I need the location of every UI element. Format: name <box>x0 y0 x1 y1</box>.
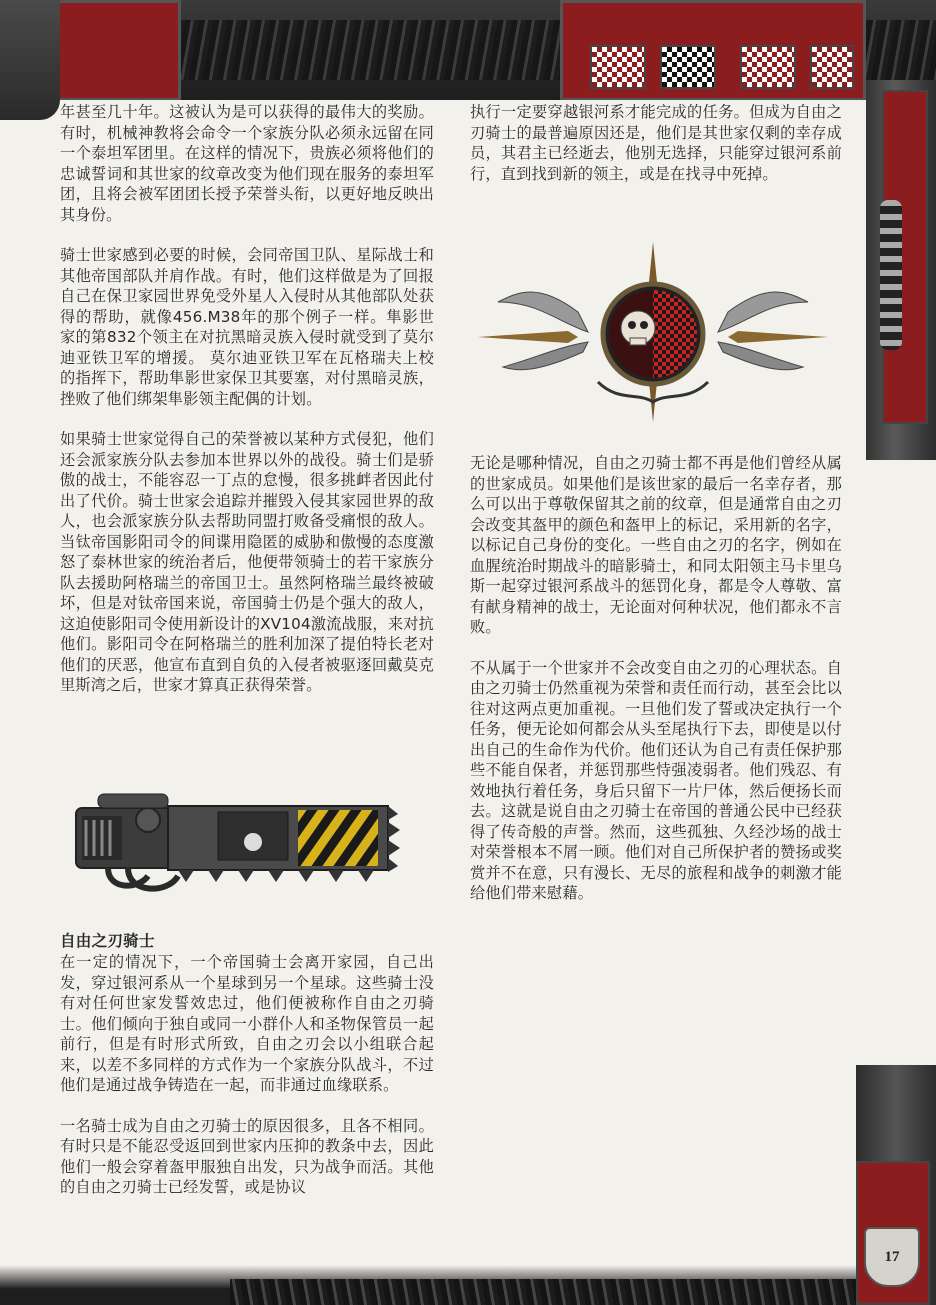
pillar-vent-holes <box>880 200 902 350</box>
checker-panel <box>740 45 796 89</box>
left-frame-machine <box>0 0 60 120</box>
bottom-frame-decoration <box>0 1265 936 1305</box>
top-frame-decoration <box>0 0 936 100</box>
checker-panel <box>660 45 716 89</box>
paragraph: 在一定的情况下，一个帝国骑士会离开家园，自己出发，穿过银河系从一个星球到另一个星球。这些骑士没有对任何世家发誓效忠过，他们便被称作自由之刃骑士。他们倾向于独自或同一小群仆人和圣物保管员一起前行，但是有时形式所致，自由之刃会以小组联合起来，以差不多同样的方式作为一个家族分队战斗，不过他们是通过战争铸造在一起，而非通过血缘联系。 <box>60 953 434 1094</box>
skull-checker-heraldry-icon <box>478 242 828 422</box>
paragraph: 年甚至几十年。这被认为是可以获得的最伟大的奖励。有时，机械神教将会命令一个家族分队必须永远留在同一个泰坦军团里。在这样的情况下，贵族必须将他们的忠诚誓词和其世家的纹章改变为他们现在服务的泰坦军团，且将会被军团团长授予荣誉头衔，以更好地反映出其身份。 <box>60 103 434 224</box>
right-column <box>470 102 842 204</box>
cables-decoration <box>230 1279 866 1305</box>
paragraph: 骑士世家感到必要的时候，会同帝国卫队、星际战士和其他帝国部队并肩作战。有时，他们这样做是为了回报自己在保卫家园世界免受外星人入侵时从其他部队处获得的帮助，就像456.M38年的那个例子一样。隼影世家的第832个领主在对抗黑暗灵族入侵时就受到了莫尔迪亚铁卫军的增援。 莫尔迪亚铁卫军在瓦格瑞夫上校的指挥下，帮助隼影世家保卫其要塞，对付黑暗灵族，挫败了他们绑架隼影领主配偶的计划。 <box>60 246 434 408</box>
right-column-lower <box>470 453 842 924</box>
paragraph: 如果骑士世家觉得自己的荣誉被以某种方式侵犯，他们还会派家族分队去参加本世界以外的战役。骑士们是骄傲的战士，不能容忍一丁点的怠慢，很多挑衅者因此付出了代价。骑士世家会追踪并摧毁入侵其家园世界的敌人，也会派家族分队去帮助同盟打败备受痛恨的敌人。当钛帝国影阳司令的间谍用隐匿的威胁和傲慢的态度激怒了泰林世家的统治者后，他便带领骑士的若干家族分队去援助阿格瑞兰的帝国卫士。虽然阿格瑞兰最终被破坏，但是对钛帝国来说，帝国骑士仍是个强大的敌人，这迫使影阳司令使用新设计的XV104激流战服，来对抗他们。影阳司令在阿格瑞兰的胜利加深了提伯特长老对他们的厌恶，他宣布直到自负的入侵者被驱逐回戴莫克里斯湾之后，世家才算真正获得荣誉。 <box>60 430 434 694</box>
paragraph: 执行一定要穿越银河系才能完成的任务。但成为自由之刃骑士的最普遍原因还是，他们是其世家仅剩的幸存成员，其君主已经逝去，他别无选择，只能穿过银河系前行，直到找到新的领主，或是在找寻中死掉。 <box>470 103 842 183</box>
checker-panel <box>810 45 854 89</box>
chainsword-icon <box>68 790 428 900</box>
right-pillar-decoration <box>866 80 936 460</box>
page-number: 17 <box>864 1227 920 1287</box>
checker-panel <box>590 45 646 89</box>
paragraph: 无论是哪种情况，自由之刃骑士都不再是他们曾经从属的世家成员。如果他们是该世家的最后一名幸存者，那么可以出于尊敬保留其之前的纹章，但是通常自由之刃会改变其盔甲的颜色和盔甲上的标记，采用新的名字，以标记自己身份的变化。一些自由之刃的名字，例如在血腥统治时期战斗的暗影骑士，和同太阳领主马卡里乌斯一起穿过银河系战斗的惩罚化身，都是令人尊敬、富有献身精神的战士，无论面对何种状况，他们都永不言败。 <box>470 454 842 636</box>
red-banner-left <box>55 0 181 100</box>
left-column <box>60 102 434 716</box>
left-column-lower <box>60 930 434 1218</box>
paragraph: 一名骑士成为自由之刃骑士的原因很多，且各不相同。有时只是不能忍受返回到世家内压抑的教条中去，因此他们一般会穿着盔甲服独自出发，只为战争而活。其他的自由之刃骑士已经发誓，或是协议 <box>60 1116 434 1196</box>
section-heading: 自由之刃骑士 <box>60 932 155 950</box>
paragraph: 不从属于一个世家并不会改变自由之刃的心理状态。自由之刃骑士仍然重视为荣誉和责任而行动，甚至会比以往对这两点更加重视。一旦他们发了誓或决定执行一个任务，便无论如何都会从头至尾执行下去，即使是以付出自己的生命作为代价。他们还认为自己有责任保护那些不能自保者，并惩罚那些恃强凌弱者。他们残忍、有效地执行着任务，身后只留下一片尸体，然后便扬长而去。这就是说自由之刃骑士在帝国的普通公民中已经获得了传奇般的声誉。然而，这些孤独、久经沙场的战士对荣誉根本不屑一顾。他们对自己所保护者的赞扬或奖赏并不在意，只有漫长、无尽的旅程和战争的刺激才能给他们带来慰藉。 <box>470 658 842 902</box>
